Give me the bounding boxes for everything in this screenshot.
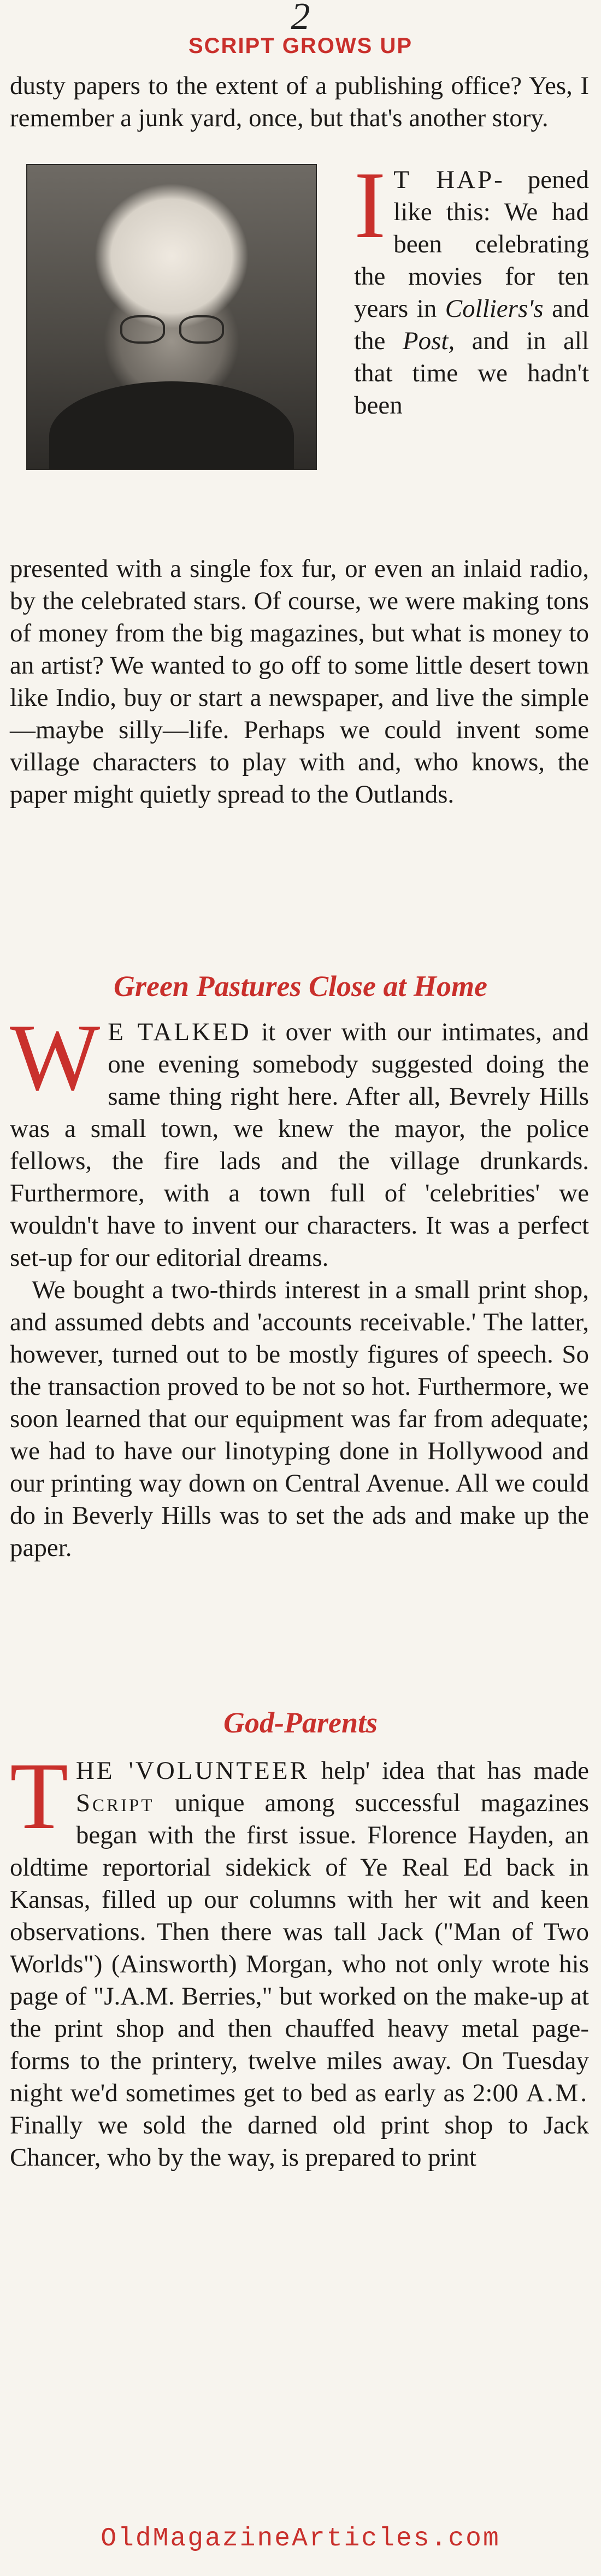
drop-cap: W [10, 1004, 101, 1110]
section-heading: Green Pastures Close at Home [114, 970, 487, 1003]
intro-lead: T HAP- [393, 166, 505, 194]
section-body: THE 'VOLUNTEER help' idea that has made Script unique among successful magazines began with the first issue. Florence Hayden, an oldtime reportorial sidekick of Ye Real Ed back in Kansas, filled up our columns with her wit and keen observations. Then there was tall Jack ("Man of Two Worlds") (Ainsworth) Morgan, who not only wrote his page of "J.A.M. Berries," but worked on the make-up at the print shop and then chauffed heavy metal page-forms to the printery, twelve miles away. On Tuesday night we'd sometimes get to bed as early as 2:00 A.M. Finally we sold the darned old print shop to Jack Chancer, who by the way, is prepared to print [10, 1743, 590, 2172]
source-footer: OldMagazineArticles.com [101, 2524, 500, 2554]
intro-beside-portrait: I T HAP- pened like this: We had been celebrating the movies for ten years in Colliers's and the Post, and in all that time we hadn't been [354, 152, 589, 420]
intro-beside-text: pened like this: We had been celebrating the movies for ten years in [354, 166, 589, 323]
intro-paragraph: presented with a single fox fur, or even an inlaid radio, by the celebrated stars. Of course, we were making tons of money from the big magazines, but what is money to an artist? We wanted to go off to some little desert town like Indio, buy or start a newspaper, and live the simple—maybe silly—life. Perhaps we could invent some village characters to play with and, who knows, the paper might quietly spread to the Outlands. [10, 555, 589, 809]
italic-post: Post, [402, 327, 455, 355]
portrait-photo [26, 164, 317, 470]
section-lead: E TALKED [108, 1018, 251, 1046]
italic-colliers: Colliers's [445, 294, 544, 323]
section-heading: God-Parents [223, 1706, 378, 1739]
section-body: W E TALKED it over with our intimates, and one evening somebody suggested doing the same thing right here. After all, Bevrely Hills was a small town, we knew the mayor, the police fellows, the fire lads and the village drunkards. Furthermore, with a town full of 'celebrities' we wouldn't have to invent our characters. It was a perfect set-up for our editorial dreams. We bought a two-thirds interest in a small print shop, and assumed debts and 'accounts receivable.' The latter, however, turned out to be mostly figures of speech. So the transaction proved to be not so hot. Furthermore, we soon learned that our equipment was far from adequate; we had to have our linotyping done in Hollywood and our printing way down on Central Avenue. All we could do in Beverly Hills was to set the ads and make up the paper. [10, 1004, 589, 1562]
script-wordmark: Script [75, 1789, 155, 1817]
portrait-shoulders [49, 381, 294, 470]
continuation-paragraph: dusty papers to the extent of a publishing office? Yes, I remember a junk yard, once, but that's another story. [10, 72, 589, 132]
drop-cap: T [10, 1743, 68, 1849]
running-head: SCRIPT GROWS UP [188, 34, 413, 58]
page-number: 2 [291, 0, 310, 38]
section-lead: HE 'VOLUNTEER [75, 1756, 309, 1785]
glasses-icon [120, 315, 224, 340]
drop-cap: I [354, 152, 386, 258]
